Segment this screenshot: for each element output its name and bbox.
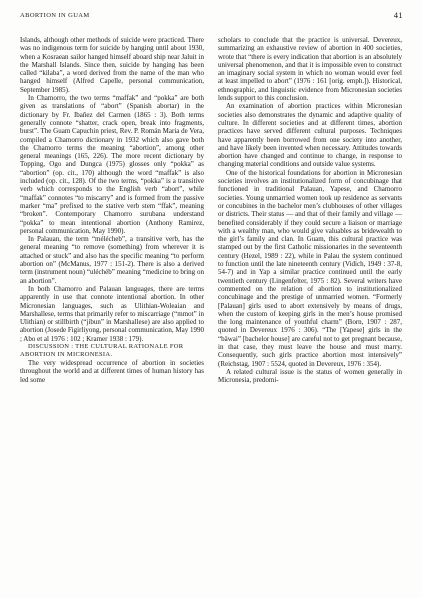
running-header — [20, 12, 403, 24]
page-number: 41 — [393, 10, 403, 20]
paragraph: In Chamorro, the two terms “maffak” and “pokka” are both given as translations of “abort” (Spanish abortar) in the dictionary by Fr. Ibañez del Carmen (1865 : 3). Both terms generally connote “shatter, crack open, break into fragments, burst”. The Guam Capuchin priest, Rev. P. Román Maria de Vera, compiled a Chamorro dictionary in 1932 which also gave both the Chamorro terms the meaning “abortion”, among other general meanings (165, 226). The more recent dictionary by Topping, Ogo and Dungca (1975) glosses only “pokka” as “abortion” (op. cit., 170) although the word “maffak” is also included (op. cit., 128). Of the two terms, “pokka” is a transitive verb which corresponds to the English verb “abort”, while “maffak” connotes “to miscarry” and is formed from the passive marker “ma” prefixed to the stative verb stem “ffak”, meaning “broken”. Contemporary Chamorro surubana understand “pokka” to mean intentional abortion (Anthony Ramirez, personal communication, May 1990). — [20, 94, 204, 235]
paragraph: One of the historical foundations for abortion in Micronesian societies involves an institutionalized form of concubinage that functioned in traditional Palauan, Yapese, and Chamorro societies. Young unmarried women took up residence as servants or concubines in the bachelor men’s clubhouses of other villages or districts. Their status — and that of their family and village — benefited considerably if they could secure a liaison or marriage with a wealthy man, who would give valuables as bridewealth to the girl’s family and clan. In Guam, this cultural practice was stamped out by the first Catholic missionaries in the seventeenth century (Hezel, 1989 : 22), while in Palau the system continued to function until the late nineteenth century (Vidich, 1949 : 37-8, 54-7) and in Yap a similar practice continued until the early twentieth century (Lingenfelter, 1975 : 82). Several writers have commented on the relation of abortion to institutionalized concubinage and the prestige of unmarried women. “Formerly [Palauan] girls used to abort extensively by means of drugs, when the custom of keeping girls in the men’s house promised the long maintenance of youthful charm” (Born, 1907 : 287, quoted in Devereux 1976 : 306). “The [Yapese] girls in the “bäwai” [bachelor house] are careful not to get pregnant because, in that case, they must leave the house and must marry. Consequently, such girls practice abortion most intensively” (Reichstag, 1907 : 5524, quoted in Devereux, 1976 : 354). — [218, 168, 402, 368]
right-column — [218, 36, 402, 384]
paragraph: Islands, although other methods of suicide were practiced. There was no indigenous term for suicide by hanging until about 1930, when a Kosraean sailor hanged himself aboard ship near Jaluit in the Marshall Islands. Since then, suicide by hanging has been called “kilaba”, a word derived from the name of the man who hanged himself (Alfred Capelle, personal communication, September 1985). — [20, 36, 204, 94]
left-column — [20, 36, 204, 384]
running-title: ABORTION IN GUAM — [20, 12, 90, 19]
paragraph: The very widespread occurrence of abortion in societies throughout the world and at different times of human history has led some — [20, 358, 204, 384]
section-heading: DISCUSSION : THE CULTURAL RATIONALE FOR ABORTION IN MICRONESIA. — [20, 342, 184, 358]
paragraph: A related cultural issue is the status of women generally in Micronesia, predomi- — [218, 367, 402, 385]
paragraph: In Palauan, the term “mélécheb”, a transitive verb, has the general meaning “to remove (something) from wherever it is attached or stuck” and also has the specific meaning “to perform abortion on” (McManus, 1977 : 151-2). There is also a derived term (instrument noun) “uléchéb” meaning “medicine to bring on an abortion”. — [20, 235, 204, 285]
paragraph: In both Chamorro and Palauan languages, there are terms apparently in use that connote intentional abortion. In other Micronesian languages, such as Ulithian-Woleaian and Marshallese, terms that primarily refer to miscarriage (“mmot” in Ulithian) or stillbirth (“jibun” in Marshallese) are also applied to abortion (Josede Figirliyong, personal communication, May 1990 ; Abo et al 1976 : 102 ; Kramer 1938 : 179). — [20, 284, 204, 343]
paragraph: An examination of abortion practices within Micronesian societies also demonstrates the dynamic and adaptive quality of culture. In different societies and at different times, abortion practices have served different cultural purposes. Techniques have apparently been borrowed from one society into another, and have likely been invented when necessary. Attitudes towards abortion have changed and continue to change, in response to changing material conditions and outside value systems. — [218, 102, 402, 169]
paragraph: scholars to conclude that the practice is universal. Devereux, summarizing an exhaustive review of abortion in 400 societies, wrote that “there is every indication that abortion is an absolutely universal phenomenon, and that it is impossible even to construct an imaginary social system in which no woman would ever feel at least impelled to abort” (1976 : 161 [orig. emph.]). Historical, ethnographic, and linguistic evidence from Micronesian societies lends support to this conclusion. — [218, 36, 402, 103]
